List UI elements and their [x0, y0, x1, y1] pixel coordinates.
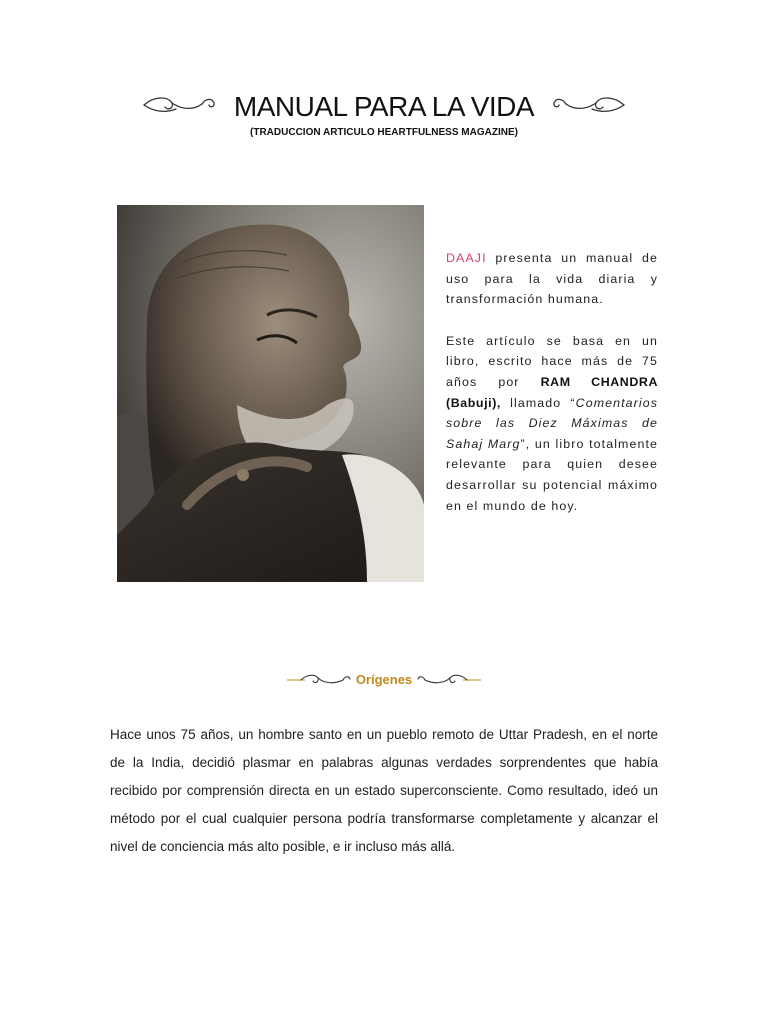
- section-body-text: Hace unos 75 años, un hombre santo en un pueblo remoto de Uttar Pradesh, en el norte de la India, decidió plasmar en palabras algunas verdades sorprendentes que había recibido por comprensión directa en un estado superconsciente. Como resultado, ideó un método por el cual cualquier persona podría transformarse completamente y alcanzar el nivel de conciencia más alto posible, e ir incluso más allá.: [110, 727, 658, 854]
- intro-p1-text: presenta un manual de uso para la vida diaria y transformación humana.: [446, 251, 658, 307]
- intro-p2-text-2: llamado “: [500, 395, 576, 410]
- portrait-photo: [117, 205, 424, 582]
- page-subtitle: (TRADUCCION ARTICULO HEARTFULNESS MAGAZINE): [250, 127, 518, 138]
- author-name-ram-chandra: RAM CHANDRA (Babuji),: [446, 374, 659, 410]
- title-banner: [110, 86, 658, 126]
- intro-p2-text-3: ”, un libro totalmente relevante para quien desee desarrollar su potencial máximo en el mundo de hoy.: [446, 436, 658, 513]
- section-heading-banner: [287, 666, 481, 694]
- intro-paragraph-1: [446, 248, 658, 310]
- intro-paragraph-2: [446, 331, 658, 516]
- intro-text: [446, 248, 658, 537]
- book-title: Comentarios sobre las Diez Máximas de Sahaj Marg: [446, 395, 658, 451]
- page-title: MANUAL PARA LA VIDA: [233, 91, 535, 122]
- intro-p2-text-1: Este artículo se basa en un libro, escrito hace más de 75 años por: [446, 333, 658, 389]
- section-title: Orígenes: [355, 672, 413, 687]
- author-name-daaji: DAAJI: [446, 251, 487, 265]
